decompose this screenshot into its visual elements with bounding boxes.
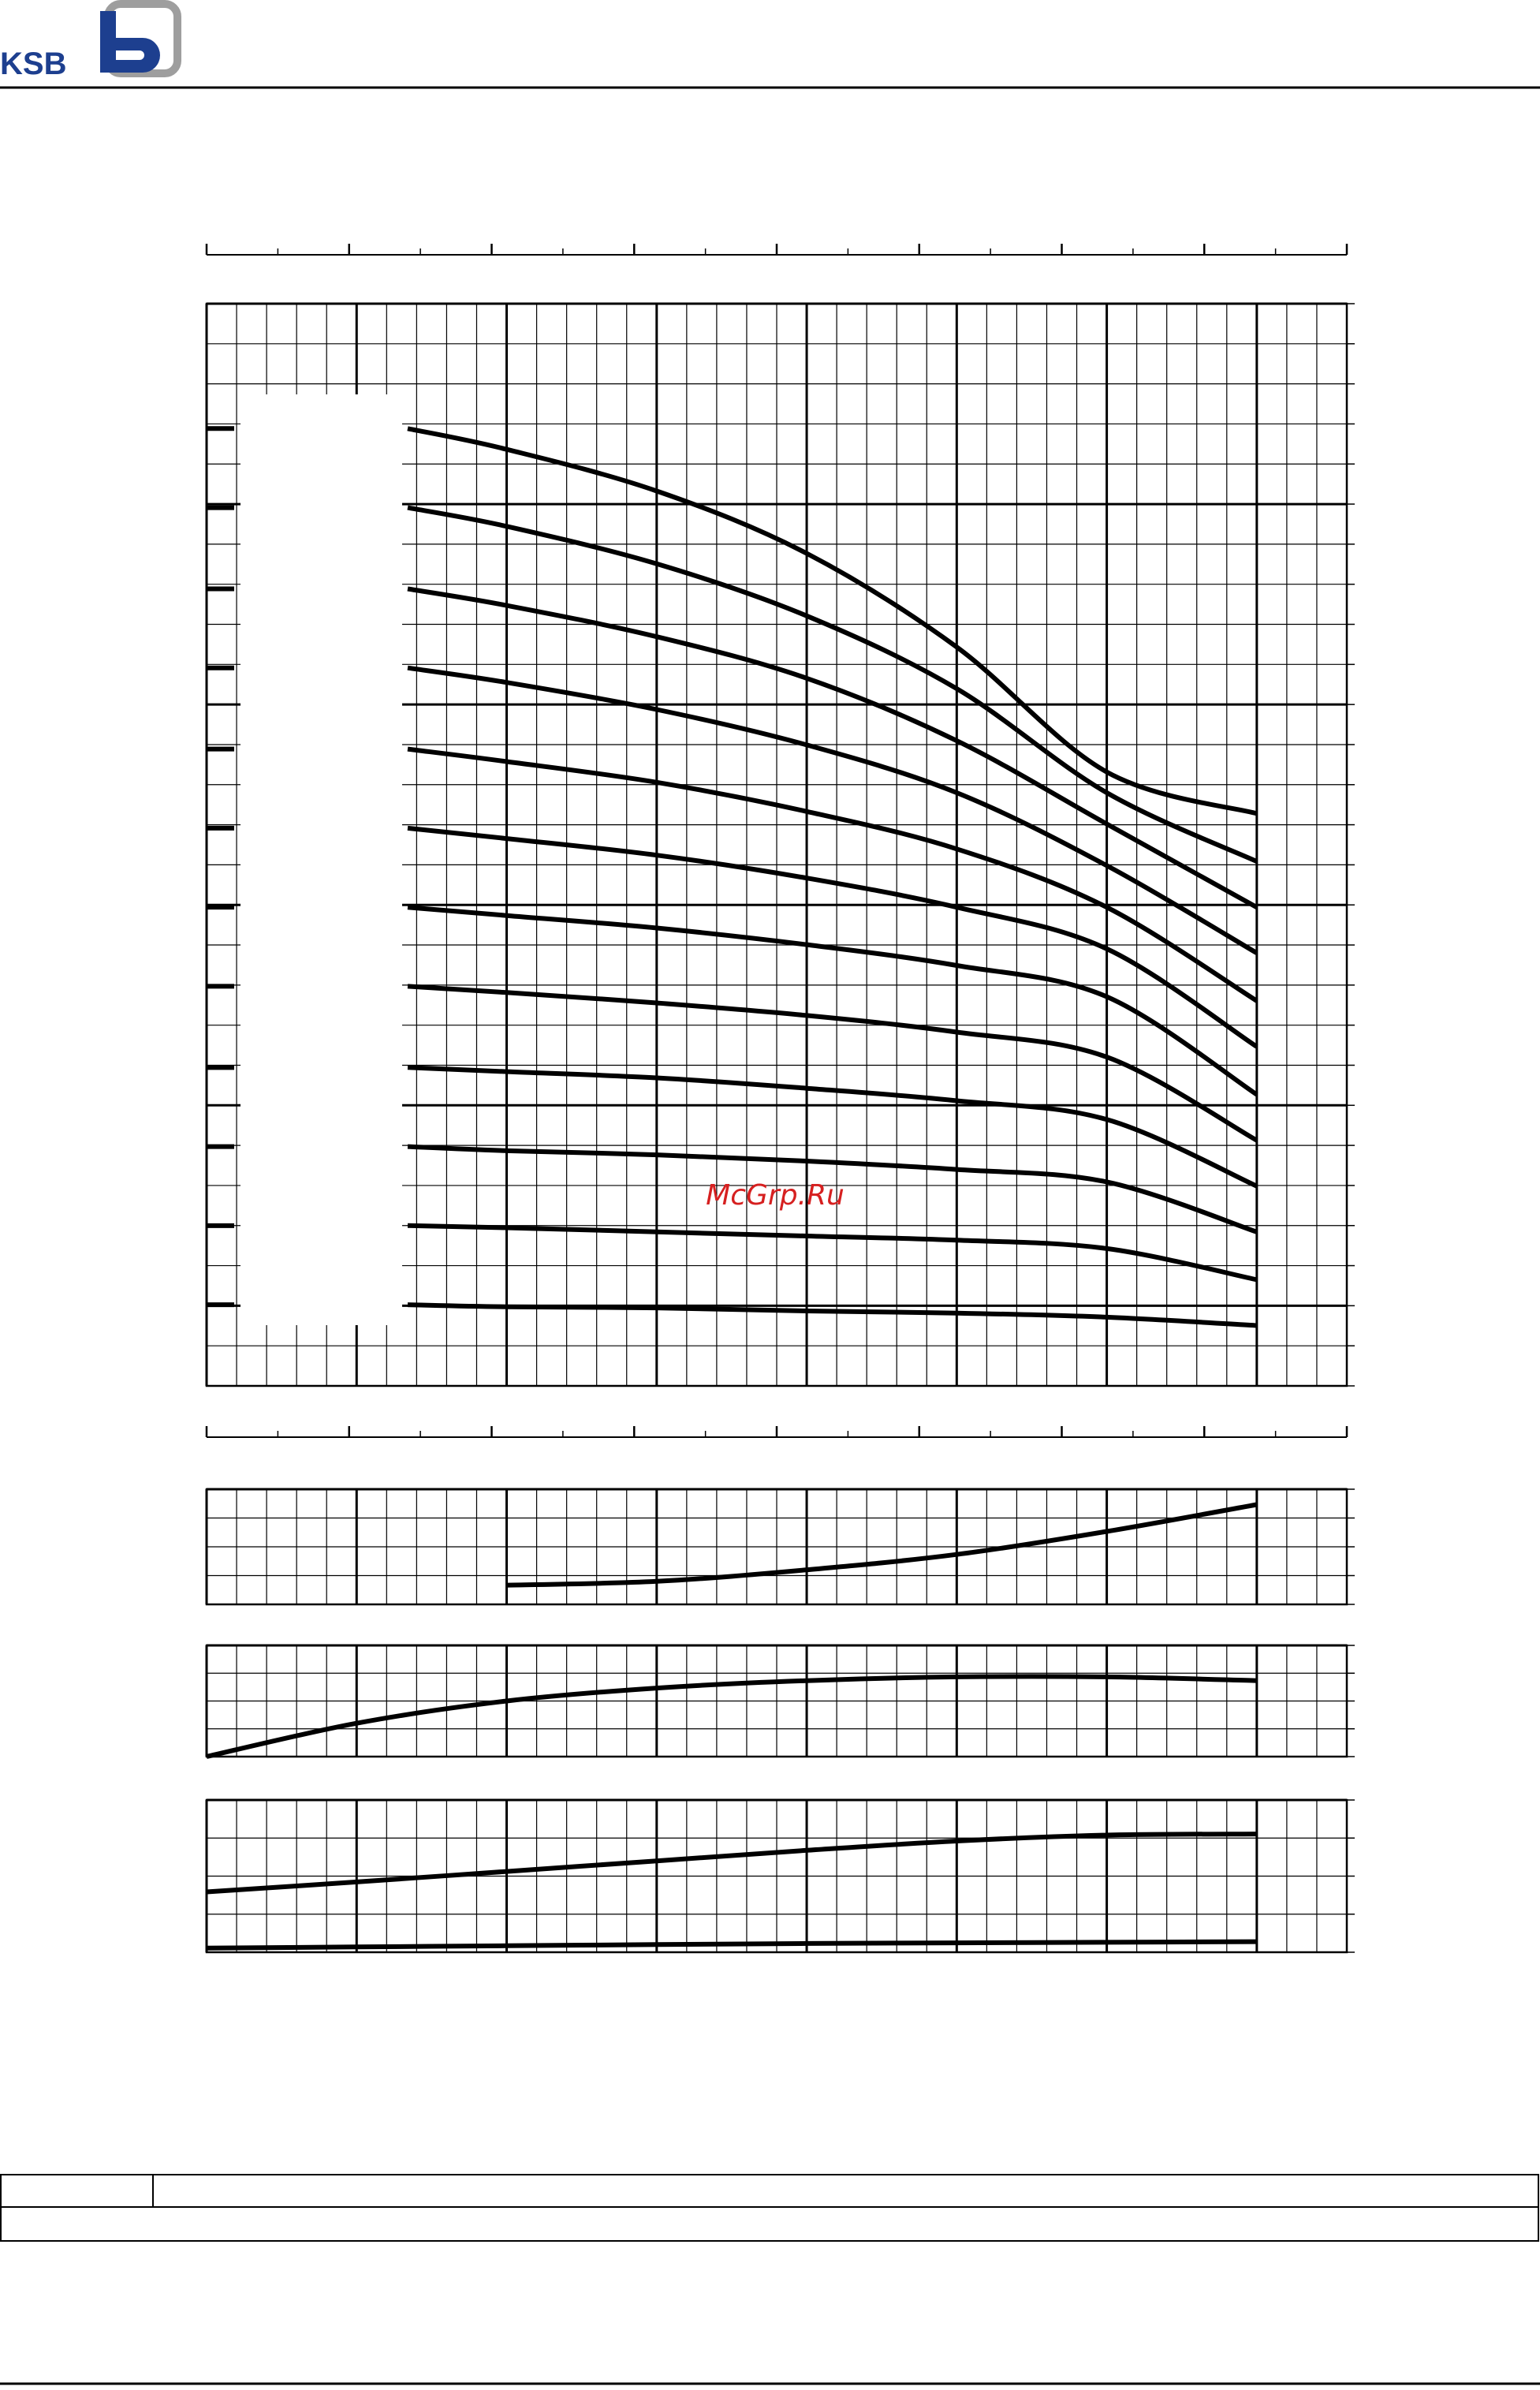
head-panel [207, 304, 1355, 1386]
power-curve-2 [207, 1942, 1257, 1948]
performance-charts [207, 244, 1355, 1952]
head-curve-1 [408, 428, 1257, 813]
npsh-panel [207, 1489, 1355, 1604]
head-curve-3 [408, 589, 1257, 908]
power-panel [207, 1800, 1355, 1952]
label-area [241, 394, 402, 1325]
head-curve-4 [408, 668, 1257, 953]
head-curve-11 [408, 1226, 1257, 1280]
head-curve-6 [408, 828, 1257, 1047]
ksb-logo-mark-icon [100, 4, 177, 73]
head-curve-2 [408, 508, 1257, 862]
header [0, 4, 1540, 88]
efficiency-panel [207, 1645, 1355, 1757]
head-curve-12 [408, 1305, 1257, 1325]
watermark-text: McGrp.Ru [706, 1179, 845, 1212]
npsh-curve-1 [507, 1505, 1257, 1585]
x-scale-bar [207, 1426, 1347, 1437]
footer-table [1, 2175, 1538, 2241]
efficiency-curve-1 [207, 1676, 1257, 1757]
power-curve-1 [207, 1834, 1257, 1891]
x-scale-bar [207, 244, 1347, 255]
ksb-logo-text: KSB [0, 47, 67, 81]
head-curve-9 [408, 1067, 1257, 1186]
